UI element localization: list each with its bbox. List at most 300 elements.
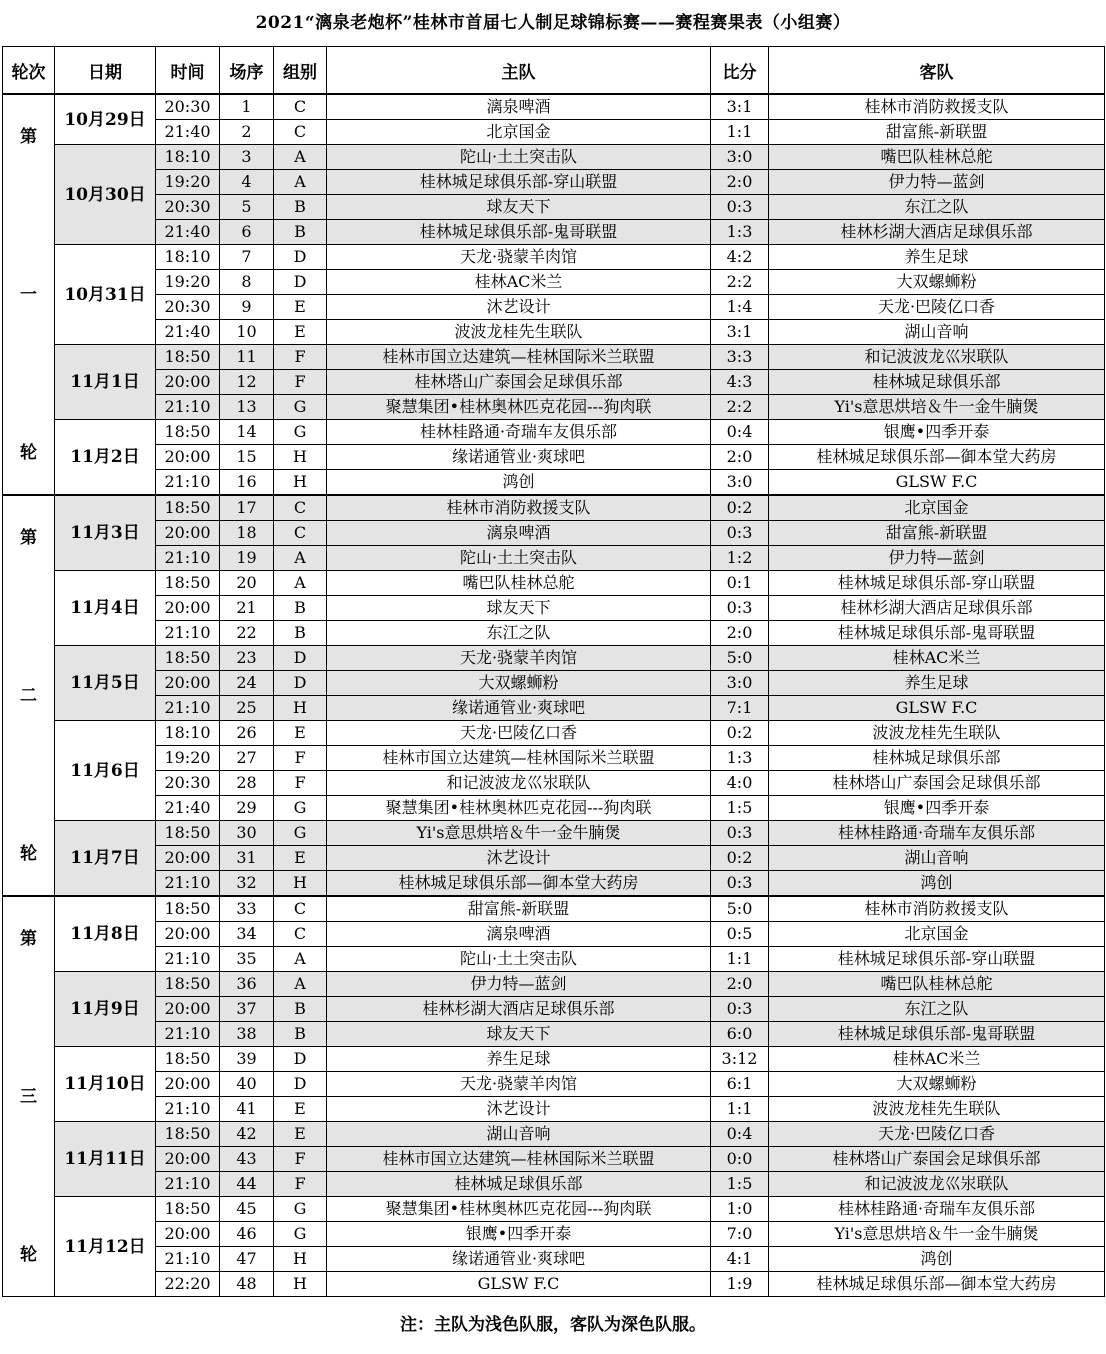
home-team: 聚慧集团•桂林奥林匹克花园---狗肉联	[327, 1197, 711, 1222]
match-row	[3, 571, 1105, 596]
match-number: 46	[220, 1222, 274, 1247]
away-team: 桂林城足球俱乐部	[769, 370, 1105, 395]
header-date: 日期	[55, 47, 156, 95]
match-number: 32	[220, 871, 274, 897]
home-team: 桂林市国立达建筑—桂林国际米兰联盟	[327, 1147, 711, 1172]
home-team: 漓泉啤酒	[327, 922, 711, 947]
match-group: H	[274, 696, 327, 721]
match-group: B	[274, 1022, 327, 1047]
match-group: F	[274, 345, 327, 370]
match-group: G	[274, 395, 327, 420]
away-team: 桂林桂路通·奇瑞车友俱乐部	[769, 1197, 1105, 1222]
match-row	[3, 821, 1105, 846]
round-label-char: 第	[20, 928, 37, 949]
match-row	[3, 997, 1105, 1022]
match-date: 11月6日	[55, 721, 156, 821]
match-row	[3, 1272, 1105, 1297]
away-team: 桂林城足球俱乐部—御本堂大药房	[769, 1272, 1105, 1297]
round-group	[3, 896, 1105, 1297]
match-row	[3, 796, 1105, 821]
match-group: D	[274, 646, 327, 671]
match-score: 0:3	[711, 195, 769, 220]
home-team: 天龙·骁蒙羊肉馆	[327, 646, 711, 671]
away-team: 大双螺蛳粉	[769, 270, 1105, 295]
match-time: 20:30	[156, 195, 220, 220]
away-team: 东江之队	[769, 997, 1105, 1022]
match-number: 7	[220, 245, 274, 270]
match-time: 20:00	[156, 370, 220, 395]
match-score: 0:3	[711, 596, 769, 621]
match-number: 22	[220, 621, 274, 646]
match-time: 20:30	[156, 94, 220, 120]
match-score: 6:1	[711, 1072, 769, 1097]
match-time: 18:50	[156, 821, 220, 846]
match-group: F	[274, 370, 327, 395]
match-time: 20:00	[156, 1147, 220, 1172]
match-score: 3:1	[711, 94, 769, 120]
match-row	[3, 771, 1105, 796]
home-team: 缘诺通管业·爽球吧	[327, 1247, 711, 1272]
home-team: 漓泉啤酒	[327, 94, 711, 120]
match-time: 20:30	[156, 295, 220, 320]
match-time: 21:40	[156, 796, 220, 821]
match-row	[3, 495, 1105, 521]
match-time: 21:10	[156, 947, 220, 972]
away-team: 桂林杉湖大酒店足球俱乐部	[769, 596, 1105, 621]
match-group: A	[274, 972, 327, 997]
match-number: 13	[220, 395, 274, 420]
page-title: 2021“漓泉老炮杯”桂林市首届七人制足球锦标赛——赛程赛果表（小组赛）	[255, 13, 851, 33]
match-row	[3, 1022, 1105, 1047]
match-score: 1:5	[711, 796, 769, 821]
match-time: 21:40	[156, 120, 220, 145]
match-date: 11月12日	[55, 1197, 156, 1297]
match-number: 38	[220, 1022, 274, 1047]
match-number: 37	[220, 997, 274, 1022]
home-team: 甜富熊-新联盟	[327, 896, 711, 922]
home-team: 桂林AC米兰	[327, 270, 711, 295]
away-team: 北京国金	[769, 922, 1105, 947]
match-date: 11月10日	[55, 1047, 156, 1122]
round-label-char: 第	[20, 527, 37, 548]
match-group: D	[274, 1072, 327, 1097]
away-team: 桂林AC米兰	[769, 1047, 1105, 1072]
match-group: C	[274, 922, 327, 947]
match-time: 20:00	[156, 1222, 220, 1247]
match-date: 11月11日	[55, 1122, 156, 1197]
match-group: F	[274, 746, 327, 771]
match-group: G	[274, 420, 327, 445]
match-number: 12	[220, 370, 274, 395]
match-number: 2	[220, 120, 274, 145]
match-number: 19	[220, 546, 274, 571]
home-team: 沐艺设计	[327, 295, 711, 320]
match-score: 2:0	[711, 972, 769, 997]
home-team: 养生足球	[327, 1047, 711, 1072]
home-team: 东江之队	[327, 621, 711, 646]
home-team: Yi's意思烘培＆牛一金牛腩煲	[327, 821, 711, 846]
match-group: H	[274, 871, 327, 897]
round-group	[3, 495, 1105, 896]
match-time: 18:50	[156, 896, 220, 922]
home-team: 陀山·土土突击队	[327, 947, 711, 972]
round-label-char: 一	[20, 284, 37, 305]
match-score: 0:3	[711, 521, 769, 546]
match-time: 19:20	[156, 746, 220, 771]
match-score: 3:0	[711, 671, 769, 696]
away-team: 鸿创	[769, 871, 1105, 897]
away-team: 桂林城足球俱乐部-穿山联盟	[769, 571, 1105, 596]
away-team: 嘴巴队桂林总舵	[769, 972, 1105, 997]
match-group: F	[274, 1172, 327, 1197]
match-time: 21:10	[156, 470, 220, 496]
match-group: E	[274, 846, 327, 871]
match-group: H	[274, 445, 327, 470]
match-row	[3, 370, 1105, 395]
match-time: 21:40	[156, 220, 220, 245]
home-team: 嘴巴队桂林总舵	[327, 571, 711, 596]
round-group	[3, 94, 1105, 495]
round-label-char: 轮	[20, 843, 37, 864]
match-score: 1:1	[711, 1097, 769, 1122]
match-number: 14	[220, 420, 274, 445]
match-group: A	[274, 170, 327, 195]
match-number: 36	[220, 972, 274, 997]
away-team: 桂林塔山广泰国会足球俱乐部	[769, 1147, 1105, 1172]
match-row	[3, 470, 1105, 496]
match-group: G	[274, 1197, 327, 1222]
match-date: 10月30日	[55, 145, 156, 245]
match-time: 18:50	[156, 972, 220, 997]
away-team: 嘴巴队桂林总舵	[769, 145, 1105, 170]
match-score: 3:12	[711, 1047, 769, 1072]
match-group: C	[274, 94, 327, 120]
match-date: 10月29日	[55, 94, 156, 145]
home-team: 桂林市国立达建筑—桂林国际米兰联盟	[327, 746, 711, 771]
match-score: 0:4	[711, 1122, 769, 1147]
match-row	[3, 521, 1105, 546]
match-number: 1	[220, 94, 274, 120]
match-time: 18:50	[156, 646, 220, 671]
match-time: 20:00	[156, 846, 220, 871]
match-number: 44	[220, 1172, 274, 1197]
match-row	[3, 671, 1105, 696]
match-score: 2:0	[711, 170, 769, 195]
home-team: 天龙·骁蒙羊肉馆	[327, 245, 711, 270]
match-time: 20:00	[156, 521, 220, 546]
away-team: 波波龙桂先生联队	[769, 1097, 1105, 1122]
match-group: D	[274, 270, 327, 295]
match-number: 47	[220, 1247, 274, 1272]
match-row	[3, 896, 1105, 922]
match-score: 0:3	[711, 821, 769, 846]
match-score: 0:1	[711, 571, 769, 596]
match-number: 41	[220, 1097, 274, 1122]
match-row	[3, 1197, 1105, 1222]
away-team: 桂林城足球俱乐部—御本堂大药房	[769, 445, 1105, 470]
match-time: 21:10	[156, 1022, 220, 1047]
match-score: 7:0	[711, 1222, 769, 1247]
away-team: 甜富熊-新联盟	[769, 521, 1105, 546]
away-team: 甜富熊-新联盟	[769, 120, 1105, 145]
match-time: 21:10	[156, 1172, 220, 1197]
match-group: A	[274, 546, 327, 571]
match-row	[3, 195, 1105, 220]
match-date: 11月5日	[55, 646, 156, 721]
match-date: 11月7日	[55, 821, 156, 897]
home-team: 缘诺通管业·爽球吧	[327, 445, 711, 470]
match-score: 3:0	[711, 145, 769, 170]
match-time: 21:10	[156, 1247, 220, 1272]
match-time: 21:10	[156, 546, 220, 571]
home-team: 桂林城足球俱乐部	[327, 1172, 711, 1197]
round-label-char: 第	[20, 126, 37, 147]
match-score: 4:1	[711, 1247, 769, 1272]
home-team: 银鹰•四季开泰	[327, 1222, 711, 1247]
match-time: 18:50	[156, 420, 220, 445]
header-match-no: 场序	[220, 47, 274, 95]
match-score: 5:0	[711, 896, 769, 922]
match-number: 31	[220, 846, 274, 871]
match-group: D	[274, 671, 327, 696]
match-time: 18:10	[156, 245, 220, 270]
header-row	[3, 47, 1105, 95]
match-date: 11月1日	[55, 345, 156, 420]
match-time: 21:10	[156, 395, 220, 420]
match-row	[3, 1097, 1105, 1122]
away-team: 桂林AC米兰	[769, 646, 1105, 671]
footnote: 注：主队为浅色队服，客队为深色队服。	[400, 1315, 706, 1335]
away-team: 波波龙桂先生联队	[769, 721, 1105, 746]
match-row	[3, 295, 1105, 320]
home-team: 球友天下	[327, 596, 711, 621]
match-row	[3, 245, 1105, 270]
away-team: 东江之队	[769, 195, 1105, 220]
match-number: 17	[220, 495, 274, 521]
match-score: 1:0	[711, 1197, 769, 1222]
match-score: 1:4	[711, 295, 769, 320]
match-group: E	[274, 1097, 327, 1122]
match-score: 4:0	[711, 771, 769, 796]
away-team: 鸿创	[769, 1247, 1105, 1272]
match-score: 1:3	[711, 220, 769, 245]
header-time: 时间	[156, 47, 220, 95]
match-group: E	[274, 295, 327, 320]
match-score: 0:3	[711, 997, 769, 1022]
match-number: 26	[220, 721, 274, 746]
match-time: 21:10	[156, 871, 220, 897]
home-team: 和记波波龙巛汖联队	[327, 771, 711, 796]
match-time: 18:50	[156, 495, 220, 521]
match-number: 4	[220, 170, 274, 195]
home-team: GLSW F.C	[327, 1272, 711, 1297]
match-group: C	[274, 120, 327, 145]
match-group: G	[274, 821, 327, 846]
match-number: 16	[220, 470, 274, 496]
round-label-char: 轮	[20, 442, 37, 463]
match-group: H	[274, 1247, 327, 1272]
match-time: 18:10	[156, 145, 220, 170]
match-number: 28	[220, 771, 274, 796]
home-team: 桂林城足球俱乐部-穿山联盟	[327, 170, 711, 195]
match-group: C	[274, 896, 327, 922]
round-label-cell	[3, 896, 55, 1297]
home-team: 陀山·土土突击队	[327, 546, 711, 571]
match-time: 20:00	[156, 596, 220, 621]
match-score: 2:2	[711, 395, 769, 420]
match-score: 4:3	[711, 370, 769, 395]
match-number: 42	[220, 1122, 274, 1147]
home-team: 桂林市消防救援支队	[327, 495, 711, 521]
match-date: 11月8日	[55, 896, 156, 972]
match-date: 10月31日	[55, 245, 156, 345]
match-row	[3, 1047, 1105, 1072]
match-number: 6	[220, 220, 274, 245]
header-group: 组别	[274, 47, 327, 95]
match-number: 5	[220, 195, 274, 220]
home-team: 天龙·巴陵亿口香	[327, 721, 711, 746]
away-team: GLSW F.C	[769, 696, 1105, 721]
match-time: 19:20	[156, 170, 220, 195]
away-team: 天龙·巴陵亿口香	[769, 295, 1105, 320]
match-number: 25	[220, 696, 274, 721]
away-team: 伊力特—蓝剑	[769, 546, 1105, 571]
match-number: 8	[220, 270, 274, 295]
match-score: 1:3	[711, 746, 769, 771]
home-team: 天龙·骁蒙羊肉馆	[327, 1072, 711, 1097]
match-score: 2:0	[711, 621, 769, 646]
match-score: 1:1	[711, 120, 769, 145]
away-team: 桂林城足球俱乐部	[769, 746, 1105, 771]
match-group: E	[274, 721, 327, 746]
match-time: 18:50	[156, 1047, 220, 1072]
match-row	[3, 947, 1105, 972]
match-row	[3, 1122, 1105, 1147]
round-label-cell	[3, 495, 55, 896]
home-team: 陀山·土土突击队	[327, 145, 711, 170]
match-row	[3, 646, 1105, 671]
match-group: E	[274, 320, 327, 345]
home-team: 鸿创	[327, 470, 711, 496]
match-row	[3, 1072, 1105, 1097]
home-team: 沐艺设计	[327, 846, 711, 871]
round-label-cell	[3, 94, 55, 495]
match-group: B	[274, 220, 327, 245]
away-team: 桂林市消防救援支队	[769, 896, 1105, 922]
match-time: 21:40	[156, 320, 220, 345]
header-home-team: 主队	[327, 47, 711, 95]
schedule-table	[2, 46, 1105, 1297]
match-date: 11月3日	[55, 495, 156, 571]
home-team: 聚慧集团•桂林奥林匹克花园---狗肉联	[327, 796, 711, 821]
match-time: 18:50	[156, 571, 220, 596]
round-label-char: 二	[20, 685, 37, 706]
away-team: 养生足球	[769, 245, 1105, 270]
match-row	[3, 395, 1105, 420]
home-team: 伊力特—蓝剑	[327, 972, 711, 997]
match-number: 15	[220, 445, 274, 470]
away-team: Yi's意思烘培＆牛一金牛腩煲	[769, 395, 1105, 420]
match-group: G	[274, 1222, 327, 1247]
match-group: B	[274, 596, 327, 621]
away-team: 桂林城足球俱乐部-穿山联盟	[769, 947, 1105, 972]
match-group: B	[274, 195, 327, 220]
match-time: 20:00	[156, 1072, 220, 1097]
home-team: 桂林城足球俱乐部—御本堂大药房	[327, 871, 711, 897]
match-group: D	[274, 245, 327, 270]
match-row	[3, 721, 1105, 746]
match-number: 45	[220, 1197, 274, 1222]
match-group: A	[274, 145, 327, 170]
match-row	[3, 1222, 1105, 1247]
away-team: 北京国金	[769, 495, 1105, 521]
match-row	[3, 94, 1105, 120]
match-score: 1:5	[711, 1172, 769, 1197]
match-row	[3, 320, 1105, 345]
match-number: 43	[220, 1147, 274, 1172]
home-team: 聚慧集团•桂林奥林匹克花园---狗肉联	[327, 395, 711, 420]
away-team: 银鹰•四季开泰	[769, 420, 1105, 445]
away-team: 桂林城足球俱乐部-鬼哥联盟	[769, 1022, 1105, 1047]
match-score: 0:2	[711, 495, 769, 521]
match-time: 18:50	[156, 1197, 220, 1222]
match-time: 20:00	[156, 445, 220, 470]
match-score: 0:4	[711, 420, 769, 445]
match-row	[3, 445, 1105, 470]
match-group: D	[274, 1047, 327, 1072]
away-team: 大双螺蛳粉	[769, 1072, 1105, 1097]
match-time: 20:00	[156, 997, 220, 1022]
match-number: 34	[220, 922, 274, 947]
away-team: 桂林塔山广泰国会足球俱乐部	[769, 771, 1105, 796]
match-score: 2:2	[711, 270, 769, 295]
header-away-team: 客队	[769, 47, 1105, 95]
match-score: 1:2	[711, 546, 769, 571]
match-score: 0:0	[711, 1147, 769, 1172]
home-team: 桂林杉湖大酒店足球俱乐部	[327, 997, 711, 1022]
match-group: H	[274, 1272, 327, 1297]
match-group: A	[274, 947, 327, 972]
match-row	[3, 546, 1105, 571]
match-score: 0:3	[711, 871, 769, 897]
match-row	[3, 621, 1105, 646]
match-row	[3, 696, 1105, 721]
match-row	[3, 846, 1105, 871]
match-number: 11	[220, 345, 274, 370]
match-time: 18:50	[156, 1122, 220, 1147]
home-team: 大双螺蛳粉	[327, 671, 711, 696]
away-team: 伊力特—蓝剑	[769, 170, 1105, 195]
match-time: 20:00	[156, 671, 220, 696]
away-team: 桂林桂路通·奇瑞车友俱乐部	[769, 821, 1105, 846]
away-team: 养生足球	[769, 671, 1105, 696]
away-team: 桂林杉湖大酒店足球俱乐部	[769, 220, 1105, 245]
match-group: H	[274, 470, 327, 496]
match-score: 3:0	[711, 470, 769, 496]
away-team: 桂林市消防救援支队	[769, 94, 1105, 120]
match-number: 29	[220, 796, 274, 821]
home-team: 波波龙桂先生联队	[327, 320, 711, 345]
home-team: 北京国金	[327, 120, 711, 145]
match-score: 2:0	[711, 445, 769, 470]
away-team: Yi's意思烘培＆牛一金牛腩煲	[769, 1222, 1105, 1247]
match-row	[3, 1147, 1105, 1172]
match-number: 10	[220, 320, 274, 345]
match-time: 21:10	[156, 1097, 220, 1122]
away-team: 银鹰•四季开泰	[769, 796, 1105, 821]
match-row	[3, 1247, 1105, 1272]
match-score: 3:3	[711, 345, 769, 370]
